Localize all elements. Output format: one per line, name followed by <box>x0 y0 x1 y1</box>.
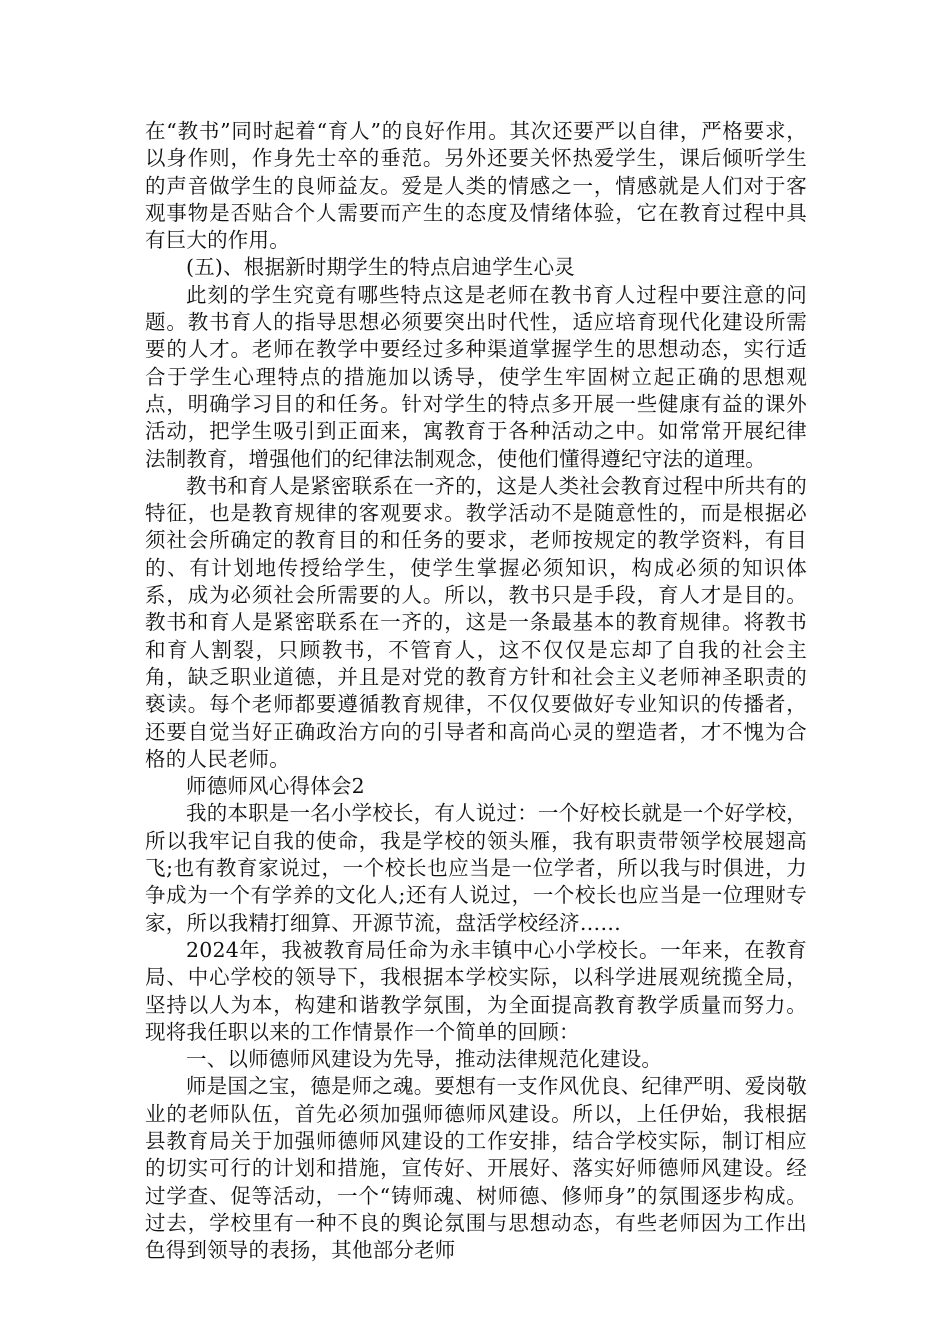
paragraph-6: 师是国之宝，德是师之魂。要想有一支作风优良、纪律严明、爱岗敬业的老师队伍，首先必须加强师德师风建设。所以，上任伊始，我根据县教育局关于加强师德师风建设的工作安排，结合学校实际，制订相应的切实可行的计划和措施，宣传好、开展好、落实好师德师风建设。经过学查、促等活动，一个“铸师魂、树师德、修师身”的氛围逐步构成。过去，学校里有一种不良的舆论氛围与思想动态，有些老师因为工作出色得到领导的表扬，其他部分老师 <box>145 1074 807 1263</box>
section-heading-5: (五)、根据新时期学生的特点启迪学生心灵 <box>186 255 575 280</box>
section-heading-1: 一、以师德师风建设为先导，推动法律规范化建设。 <box>186 1047 663 1072</box>
paragraph-2: 此刻的学生究竟有哪些特点这是老师在教书育人过程中要注意的问题。教书育人的指导思想必须要突出时代性，适应培育现代化建设所需要的人才。老师在教学中要经过多种渠道掌握学生的思想动态，实行适合于学生心理特点的措施加以诱导，使学生牢固树立起正确的思想观点，明确学习目的和任务。针对学生的特点多开展一些健康有益的课外活动，把学生吸引到正面来，寓教育于各种活动之中。如常常开展纪律法制教育，增强他们的纪律法制观念，使他们懂得遵纪守法的道理。 <box>145 282 807 471</box>
paragraph-4: 我的本职是一名小学校长，有人说过：一个好校长就是一个好学校，所以我牢记自我的使命，我是学校的领头雁，我有职责带领学校展翅高飞;也有教育家说过，一个校长也应当是一位学者，所以我与时俱进，力争成为一个有学养的文化人;还有人说过，一个校长也应当是一位理财专家，所以我精打细算、开源节流，盘活学校经济…… <box>145 801 807 935</box>
article-title-2: 师德师风心得体会2 <box>186 774 365 799</box>
document-page <box>145 118 807 1264</box>
paragraph-3: 教书和育人是紧密联系在一齐的，这是人类社会教育过程中所共有的特征，也是教育规律的客观要求。教学活动不是随意性的，而是根据必须社会所确定的教育目的和任务的要求，老师按规定的教学资料，有目的、有计划地传授给学生，使学生掌握必须知识，构成必须的知识体系，成为必须社会所需要的人。所以，教书只是手段，育人才是目的。教书和育人是紧密联系在一齐的，这是一条最基本的教育规律。将教书和育人割裂，只顾教书，不管育人，这不仅仅是忘却了自我的社会主角，缺乏职业道德，并且是对党的教育方针和社会主义老师神圣职责的亵读。每个老师都要遵循教育规律，不仅仅要做好专业知识的传播者，还要自觉当好正确政治方向的引导者和高尚心灵的塑造者，才不愧为合格的人民老师。 <box>145 473 807 771</box>
paragraph-1: 在“教书”同时起着“育人”的良好作用。其次还要严以自律，严格要求，以身作则，作身先士卒的垂范。另外还要关怀热爱学生，课后倾听学生的声音做学生的良师益友。爱是人类的情感之一，情感就是人们对于客观事物是否贴合个人需要而产生的态度及情绪体验，它在教育过程中具有巨大的作用。 <box>145 119 807 253</box>
paragraph-5: 2024年，我被教育局任命为永丰镇中心小学校长。一年来，在教育局、中心学校的领导下，我根据本学校实际，以科学进展观统揽全局，坚持以人为本，构建和谐教学氛围，为全面提高教育教学质量而努力。现将我任职以来的工作情景作一个简单的回顾： <box>145 937 807 1044</box>
